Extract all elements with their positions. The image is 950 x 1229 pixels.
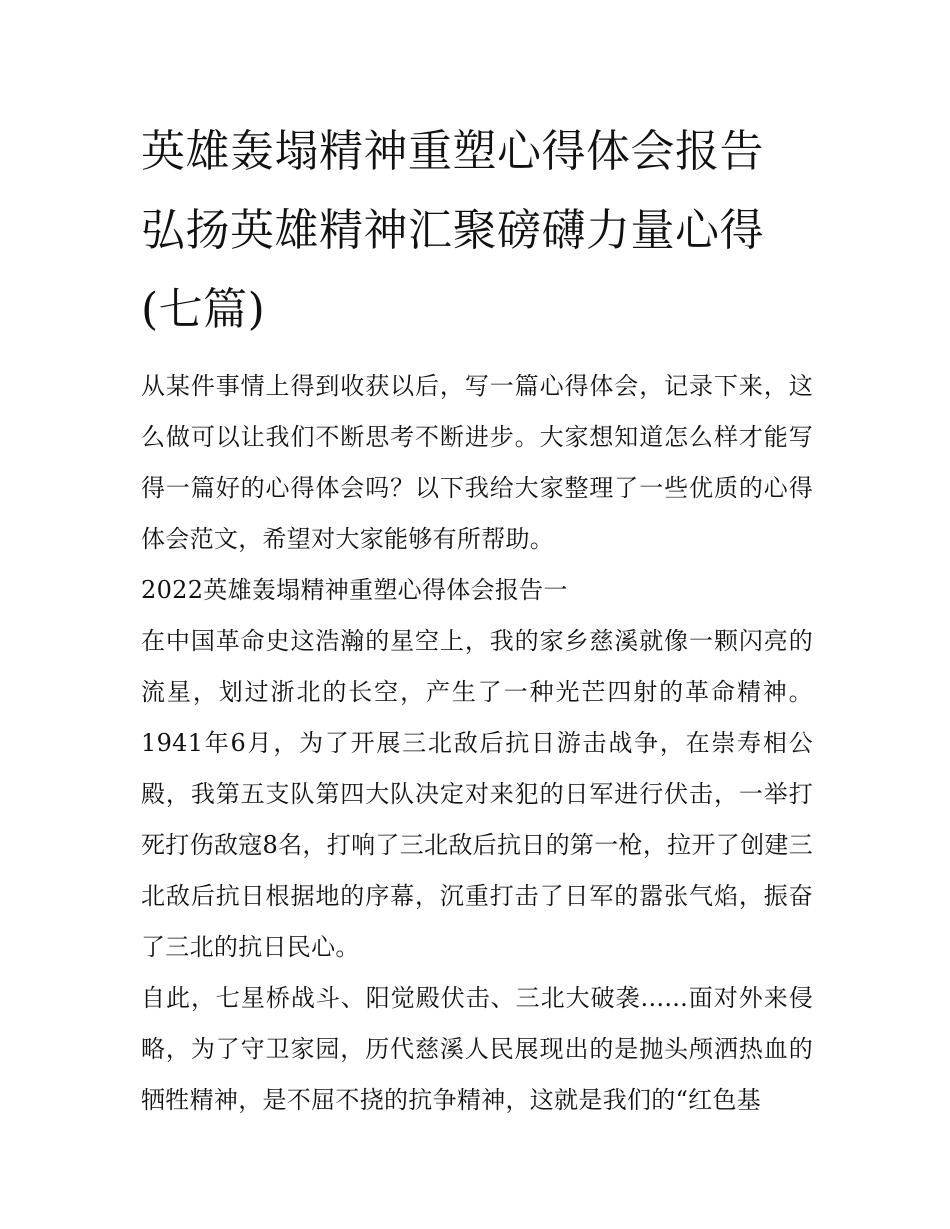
document-body bbox=[141, 112, 813, 1126]
intro-paragraph: 从某件事情上得到收获以后，写一篇心得体会，记录下来，这么做可以让我们不断思考不断进步。大家想知道怎么样才能写得一篇好的心得体会吗？以下我给大家整理了一些优质的心得体会范文，希望对大家能够有所帮助。 bbox=[141, 372, 813, 553]
page-title: 英雄轰塌精神重塑心得体会报告 弘扬英雄精神汇聚磅礴力量心得(七篇) bbox=[141, 126, 764, 335]
section-heading: 2022英雄轰塌精神重塑心得体会报告一 bbox=[141, 576, 568, 604]
body-paragraph: 自此，七星桥战斗、阳觉殿伏击、三北大破袭......面对外来侵略，为了守卫家园，历代慈溪人民展现出的是抛头颅洒热血的牺牲精神，是不屈不挠的抗争精神，这就是我们的“红色基 bbox=[141, 984, 813, 1114]
body-paragraph: 在中国革命史这浩瀚的星空上，我的家乡慈溪就像一颗闪亮的流星，划过浙北的长空，产生了一种光芒四射的革命精神。1941年6月，为了开展三北敌后抗日游击战争，在崇寿相公殿，我第五支队第四大队决定对来犯的日军进行伏击，一举打死打伤敌寇8名，打响了三北敌后抗日的第一枪，拉开了创建三北敌后抗日根据地的序幕，沉重打击了日军的嚣张气焰，振奋了三北的抗日民心。 bbox=[141, 627, 813, 961]
